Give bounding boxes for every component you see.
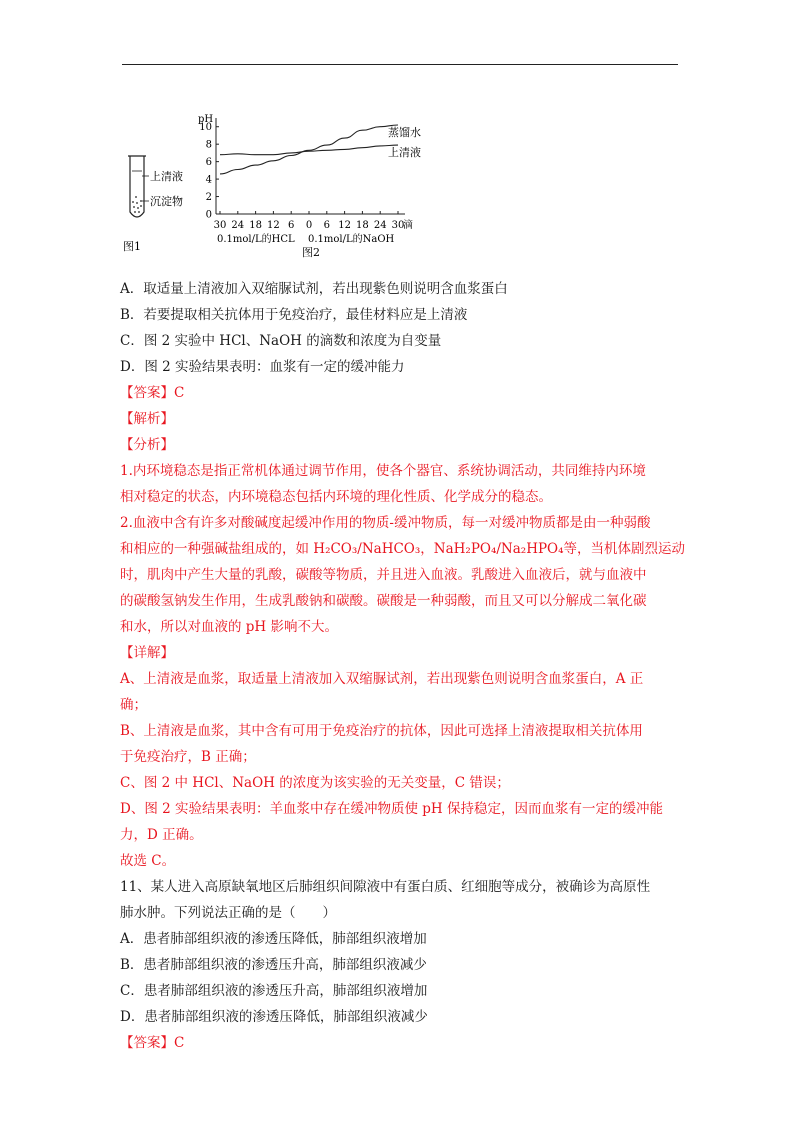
question-content: [120, 276, 690, 1056]
x-tick-label: 18: [356, 220, 369, 231]
q11-option-c: C．患者肺部组织液的渗透压升高，肺部组织液增加: [120, 983, 428, 999]
x-tick-label: 0: [305, 220, 313, 231]
x-tick-label: 24: [231, 220, 245, 231]
detail-a-line1: A、上清液是血浆，取适量上清液加入双缩脲试剂，若出现紫色则说明含血浆蛋白，A 正: [120, 671, 644, 687]
header-rule: [122, 64, 678, 65]
detail-a-line2: 确；: [120, 697, 147, 713]
conclusion: 故选 C。: [120, 853, 176, 869]
answer-line: [120, 380, 690, 406]
analysis-p1-line1: 1.内环境稳态是指正常机体通过调节作用，使各个器官、系统协调活动，共同维持内环境: [120, 463, 646, 479]
sediment-dots: [132, 196, 142, 213]
q11-answer-value: C: [174, 1035, 185, 1051]
option-a: A．取适量上清液加入双缩脲试剂，若出现紫色则说明含血浆蛋白: [120, 281, 508, 297]
x-tick-label: 6: [288, 220, 295, 231]
analysis-p1-line2: 相对稳定的状态，内环境稳态包括内环境的理化性质、化学成分的稳态。: [120, 489, 552, 505]
legend-distilled-water: 蒸馏水: [388, 126, 421, 139]
option-b: B．若要提取相关抗体用于免疫治疗，最佳材料应是上清液: [120, 307, 468, 323]
x-label-hcl: 0.1mol/L的HCL: [217, 234, 295, 245]
experiment-figure: [120, 108, 460, 258]
analysis-p2-line4: 的碳酸氢钠发生作用，生成乳酸钠和碳酸。碳酸是一种弱酸，而且又可以分解成二氧化碳: [120, 593, 647, 609]
answer-tag: 【答案】: [120, 385, 174, 401]
option-c: C．图 2 实验中 HCl、NaOH 的滴数和浓度为自变量: [120, 333, 442, 349]
y-axis-label: pH: [198, 114, 214, 125]
detail-tag: 【详解】: [120, 645, 174, 661]
q11-answer-line: [120, 1030, 690, 1056]
fig1-label-supernatant: 上清液: [150, 170, 183, 183]
legend-supernatant: 上清液: [388, 146, 421, 159]
detail-b-line2: 于免疫治疗，B 正确；: [120, 749, 256, 765]
x-tick-label: 30: [213, 220, 227, 231]
option-d: D．图 2 实验结果表明：血浆有一定的缓冲能力: [120, 359, 405, 375]
analysis-p2-line2: 和相应的一种强碱盐组成的，如 H₂CO₃/NaHCO₃，NaH₂PO₄/Na₂HPO₄等，当机体剧烈运动: [120, 541, 686, 557]
x-label-naoh: 0.1mol/L的NaOH: [308, 234, 395, 245]
x-tick-label: 6: [323, 220, 330, 231]
y-tick-label: 2: [205, 192, 212, 204]
q11-stem-line2: 肺水肿。下列说法正确的是（ ）: [120, 905, 336, 921]
figure-2-chart: [198, 114, 421, 258]
x-tick-label: 24: [373, 220, 387, 231]
y-tick-label: 4: [205, 174, 212, 186]
fenxi-tag: 【分析】: [120, 437, 174, 453]
x-tick-label: 12: [267, 220, 280, 231]
detail-b-line1: B、上清液是血浆，其中含有可用于免疫治疗的抗体，因此可选择上清液提取相关抗体用: [120, 723, 643, 739]
test-tube-icon: [130, 156, 144, 217]
fig1-caption: 图1: [123, 240, 141, 253]
x-tick-label: 30: [391, 220, 405, 231]
figure-1: [123, 156, 183, 253]
q11-option-a: A．患者肺部组织液的渗透压降低，肺部组织液增加: [120, 931, 427, 947]
answer-value: C: [174, 385, 185, 401]
x-tick-label: 12: [338, 220, 351, 231]
q11-option-d: D．患者肺部组织液的渗透压降低，肺部组织液减少: [120, 1009, 428, 1025]
y-tick-label: 8: [205, 139, 212, 151]
y-tick-label: 0: [205, 209, 212, 221]
y-tick-label: 10: [199, 122, 212, 134]
x-axis-unit: 滴: [403, 220, 413, 231]
detail-d-line1: D、图 2 实验结果表明：羊血浆中存在缓冲物质使 pH 保持稳定，因而血浆有一定的缓冲能: [120, 801, 663, 817]
q11-option-b: B．患者肺部组织液的渗透压升高，肺部组织液减少: [120, 957, 427, 973]
detail-d-line2: 力，D 正确。: [120, 827, 203, 843]
analysis-tag: 【解析】: [120, 411, 174, 427]
q11-stem-line1: 11、某人进入高原缺氧地区后肺组织间隙液中有蛋白质、红细胞等成分，被确诊为高原性: [120, 879, 651, 895]
analysis-p2-line5: 和水，所以对血液的 pH 影响不大。: [120, 619, 338, 635]
q11-answer-tag: 【答案】: [120, 1035, 174, 1051]
series-line-distilled-water: [220, 125, 398, 174]
analysis-p2-line1: 2.血液中含有许多对酸碱度起缓冲作用的物质-缓冲物质，每一对缓冲物质都是由一种弱酸: [120, 515, 651, 531]
y-tick-label: 6: [205, 157, 212, 169]
detail-c-line1: C、图 2 中 HCl、NaOH 的浓度为该实验的无关变量，C 错误；: [120, 775, 510, 791]
analysis-p2-line3: 时，肌肉中产生大量的乳酸，碳酸等物质，并且进入血液。乳酸进入血液后，就与血液中: [120, 567, 647, 583]
x-tick-label: 18: [249, 220, 262, 231]
fig2-caption: 图2: [302, 246, 320, 258]
fig1-label-sediment: 沉淀物: [150, 195, 183, 208]
